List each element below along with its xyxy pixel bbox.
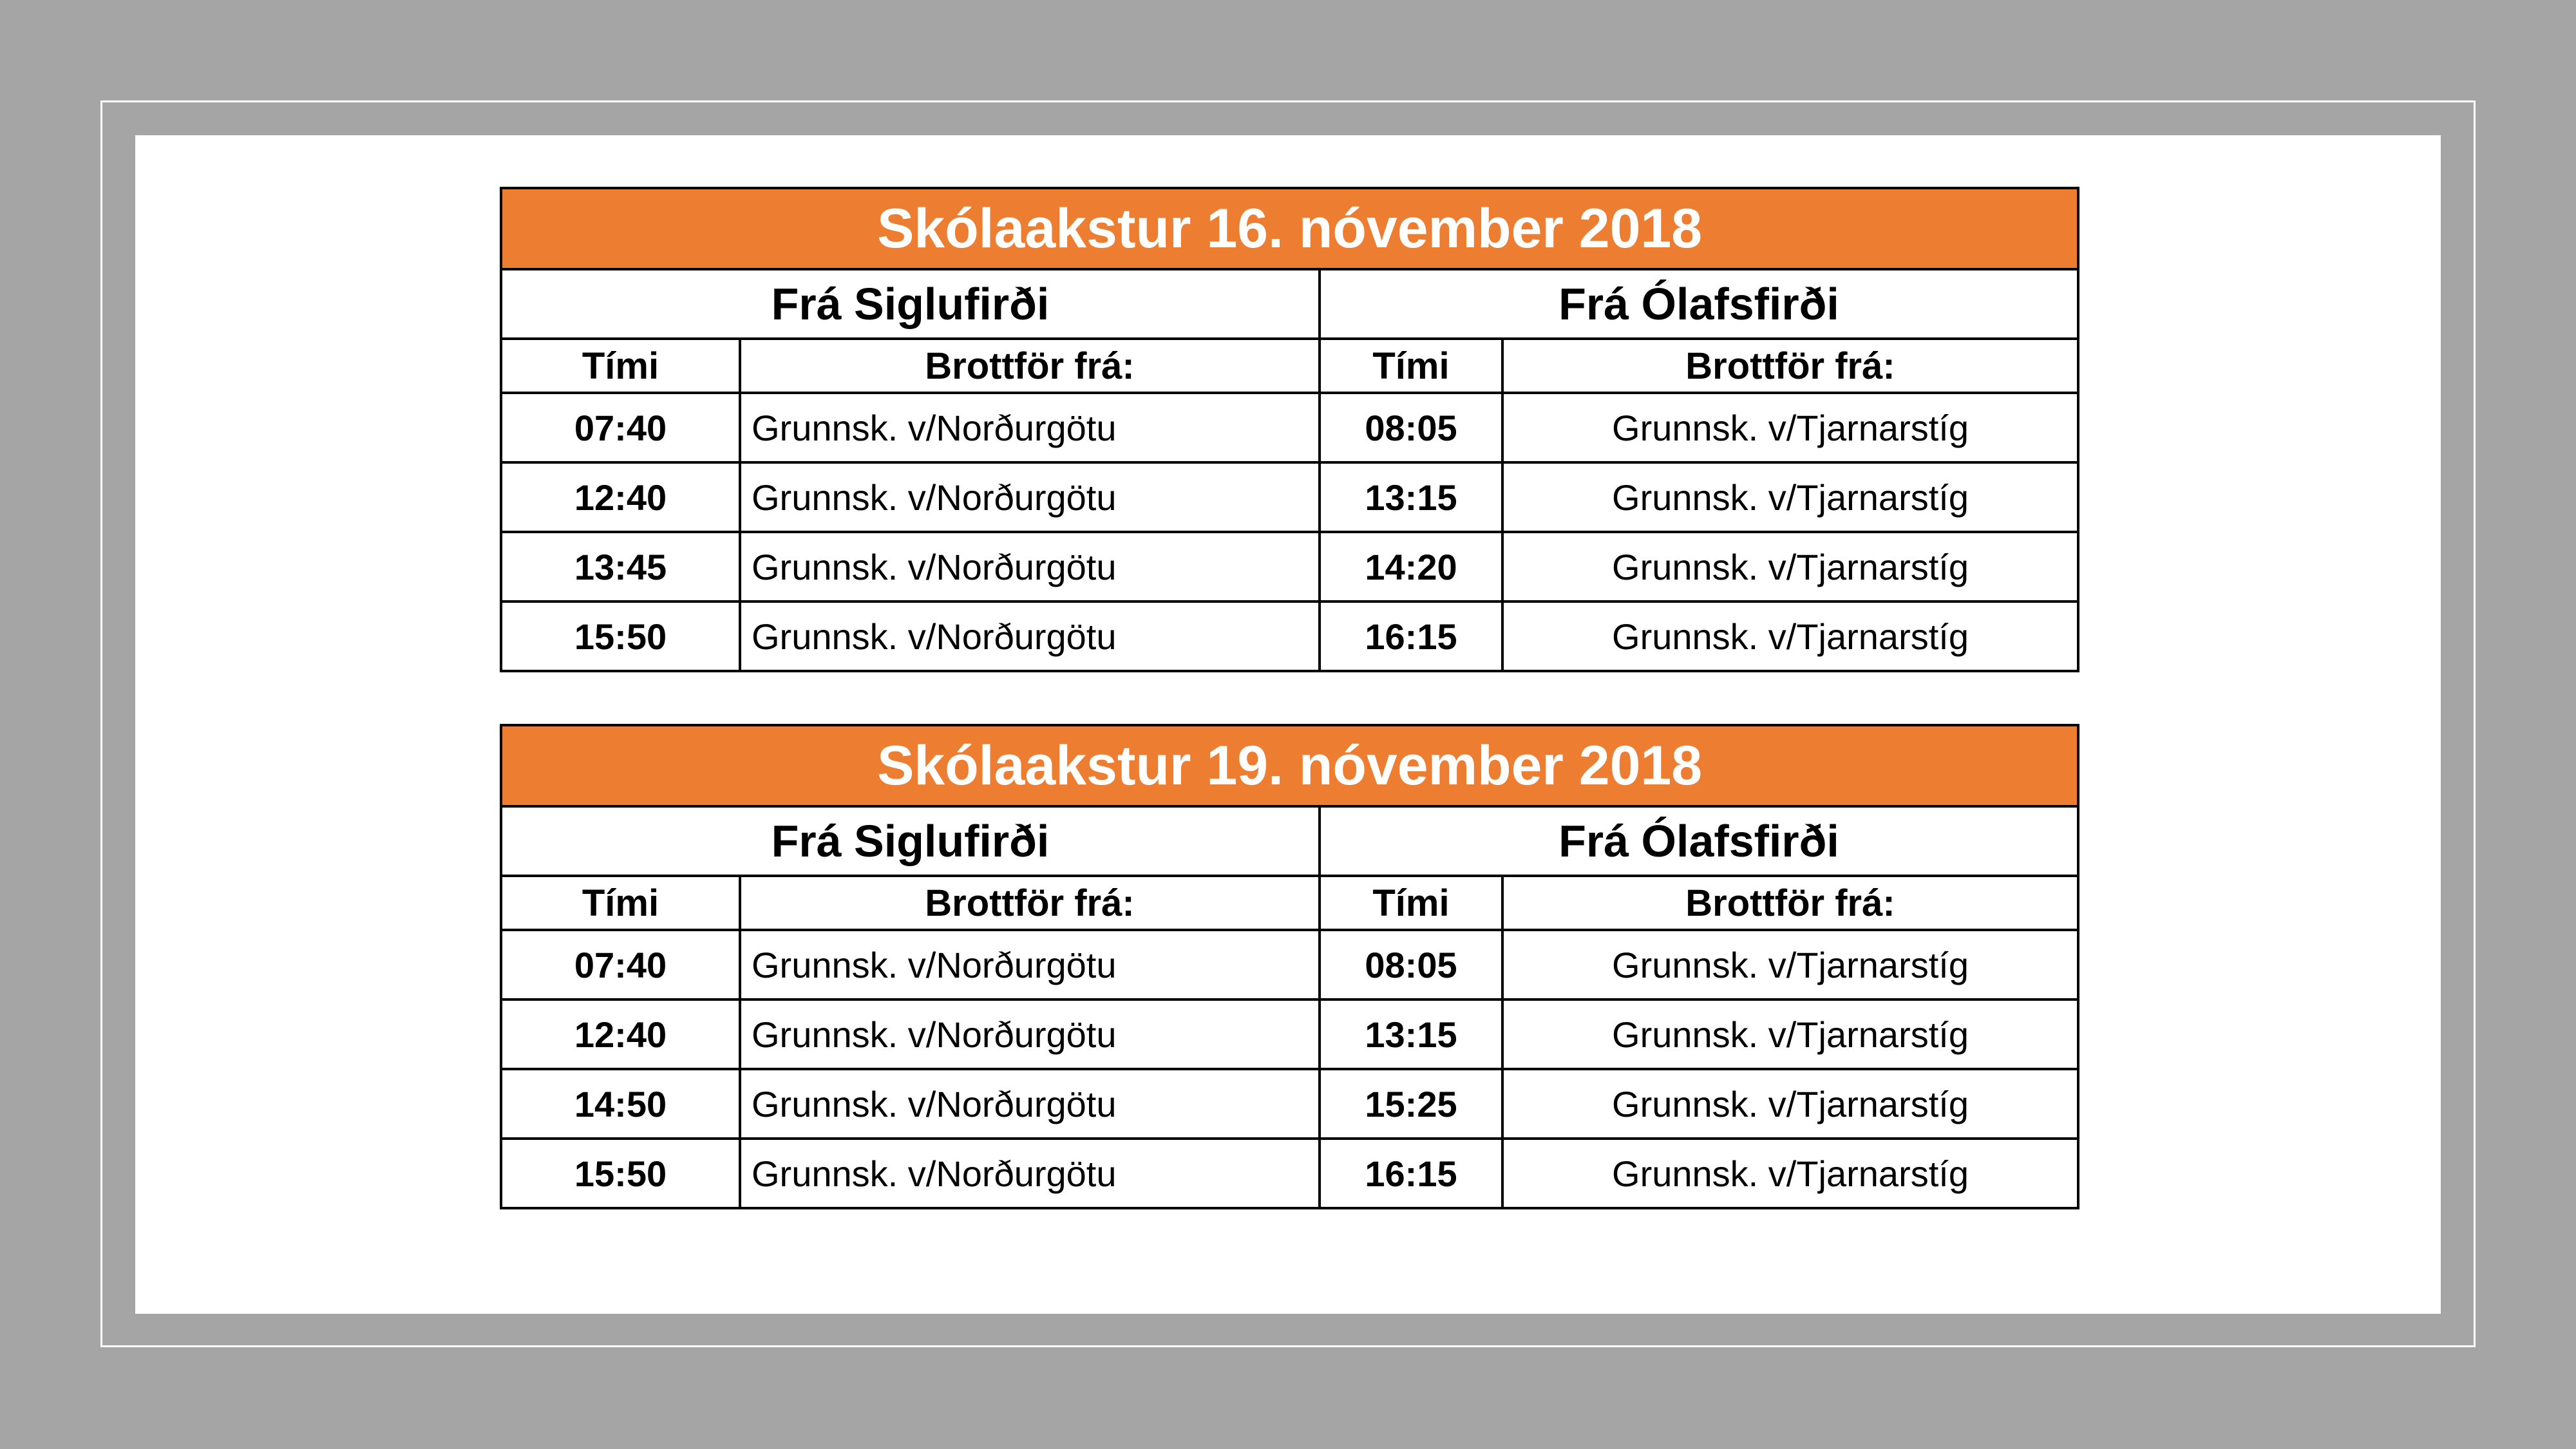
column-header-departure: Brottför frá:	[740, 339, 1320, 393]
departure-place: Grunnsk. v/Norðurgötu	[740, 999, 1320, 1069]
column-header-time: Tími	[501, 876, 740, 930]
column-header-time: Tími	[1320, 876, 1502, 930]
column-header-departure: Brottför frá:	[1502, 876, 2078, 930]
direction-heading-siglufjordur: Frá Siglufirði	[501, 806, 1320, 876]
departure-place: Grunnsk. v/Norðurgötu	[740, 601, 1320, 671]
departure-time: 16:15	[1320, 601, 1502, 671]
column-header-time: Tími	[1320, 339, 1502, 393]
schedule-title: Skólaakstur 16. nóvember 2018	[501, 188, 2078, 269]
departure-time: 14:50	[501, 1069, 740, 1139]
departure-place: Grunnsk. v/Norðurgötu	[740, 1069, 1320, 1139]
departure-place: Grunnsk. v/Norðurgötu	[740, 930, 1320, 999]
departure-place: Grunnsk. v/Tjarnarstíg	[1502, 393, 2078, 462]
departure-place: Grunnsk. v/Tjarnarstíg	[1502, 930, 2078, 999]
departure-place: Grunnsk. v/Norðurgötu	[740, 393, 1320, 462]
column-header-time: Tími	[501, 339, 740, 393]
column-header-departure: Brottför frá:	[1502, 339, 2078, 393]
departure-time: 15:50	[501, 1139, 740, 1208]
departure-time: 07:40	[501, 930, 740, 999]
departure-place: Grunnsk. v/Tjarnarstíg	[1502, 1069, 2078, 1139]
departure-time: 12:40	[501, 462, 740, 532]
departure-place: Grunnsk. v/Tjarnarstíg	[1502, 999, 2078, 1069]
departure-place: Grunnsk. v/Norðurgötu	[740, 532, 1320, 601]
departure-place: Grunnsk. v/Tjarnarstíg	[1502, 532, 2078, 601]
schedule-title: Skólaakstur 19. nóvember 2018	[501, 725, 2078, 806]
departure-place: Grunnsk. v/Tjarnarstíg	[1502, 1139, 2078, 1208]
departure-time: 15:50	[501, 601, 740, 671]
table-row	[501, 930, 2078, 999]
departure-time: 08:05	[1320, 393, 1502, 462]
schedule-table-1	[500, 187, 2079, 672]
direction-heading-olafsfjordur: Frá Ólafsfirði	[1320, 269, 2078, 339]
departure-time: 07:40	[501, 393, 740, 462]
departure-place: Grunnsk. v/Tjarnarstíg	[1502, 601, 2078, 671]
departure-place: Grunnsk. v/Norðurgötu	[740, 1139, 1320, 1208]
table-row	[501, 532, 2078, 601]
table-row	[501, 601, 2078, 671]
departure-time: 15:25	[1320, 1069, 1502, 1139]
table-row	[501, 1139, 2078, 1208]
departure-time: 12:40	[501, 999, 740, 1069]
departure-place: Grunnsk. v/Norðurgötu	[740, 462, 1320, 532]
departure-time: 13:45	[501, 532, 740, 601]
departure-time: 16:15	[1320, 1139, 1502, 1208]
table-row	[501, 393, 2078, 462]
departure-time: 13:15	[1320, 462, 1502, 532]
departure-time: 13:15	[1320, 999, 1502, 1069]
table-row	[501, 462, 2078, 532]
table-row	[501, 1069, 2078, 1139]
column-header-departure: Brottför frá:	[740, 876, 1320, 930]
direction-heading-siglufjordur: Frá Siglufirði	[501, 269, 1320, 339]
schedule-table-2	[500, 724, 2079, 1209]
direction-heading-olafsfjordur: Frá Ólafsfirði	[1320, 806, 2078, 876]
departure-time: 14:20	[1320, 532, 1502, 601]
departure-place: Grunnsk. v/Tjarnarstíg	[1502, 462, 2078, 532]
departure-time: 08:05	[1320, 930, 1502, 999]
table-row	[501, 999, 2078, 1069]
